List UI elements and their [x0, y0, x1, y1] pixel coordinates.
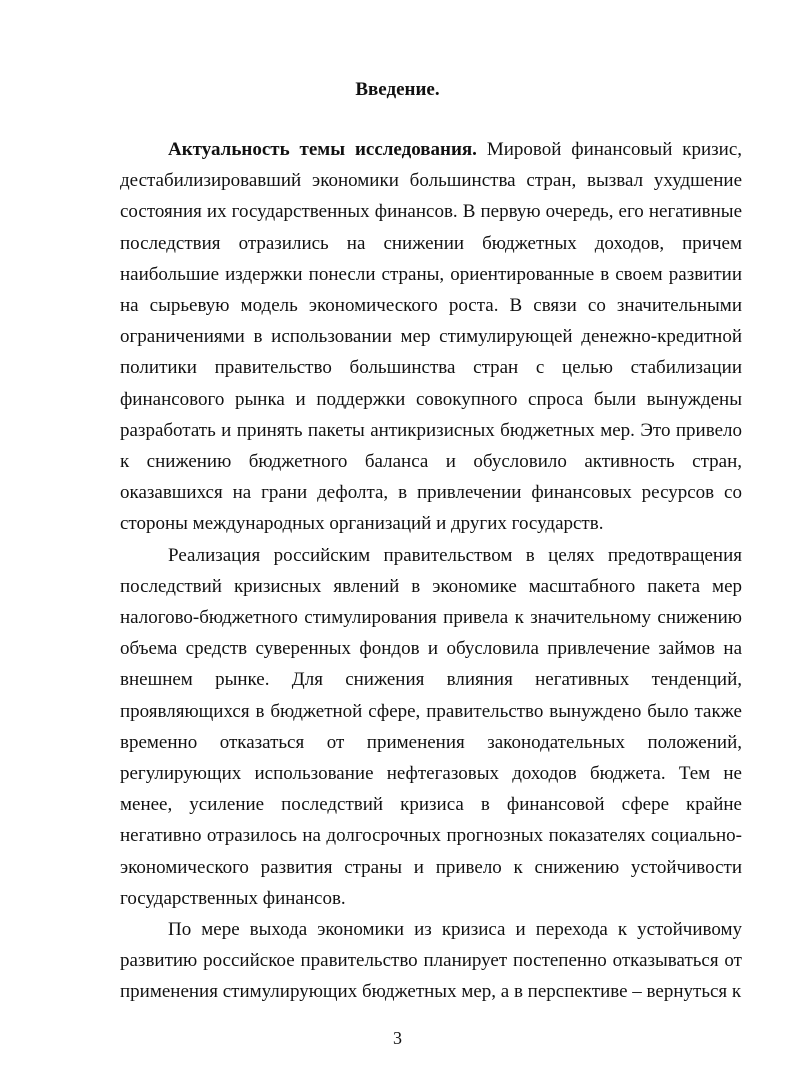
paragraph-relevance: [120, 134, 742, 540]
document-body: [120, 134, 742, 1008]
page-number: 3: [393, 1028, 402, 1048]
paragraph-text: Мировой финансовый кризис, дестабилизировавший экономики большинства стран, вызвал ухудшение состояния их государственных финансов. В первую очередь, его негативные последствия отразились на снижении бюджетных доходов, причем наибольшие издержки понесли страны, ориентированные в своем развитии на сырьевую модель экономического роста. В связи со значительными ограничениями в использовании мер стимулирующей денежно-кредитной политики правительство большинства стран с целью стабилизации финансового рынка и поддержки совокупного спроса были вынуждены разработать и принять пакеты антикризисных бюджетных мер. Это привело к снижению бюджетного баланса и обусловило активность стран, оказавшихся на грани дефолта, в привлечении финансовых ресурсов со стороны международных организаций и других государств.: [120, 139, 743, 535]
document-title: Введение.: [355, 79, 440, 100]
paragraph-recovery: По мере выхода экономики из кризиса и перехода к устойчивому развитию российское правительство планирует постепенно отказываться от применения стимулирующих бюджетных мер, а в перспективе – вернуться к: [120, 919, 742, 1003]
paragraph-lead: Актуальность темы исследования.: [168, 139, 477, 160]
paragraph-government-measures: Реализация российским правительством в целях предотвращения последствий кризисных явлений в экономике масштабного пакета мер налогово-бюджетного стимулирования привела к значительному снижению объема средств суверенных фондов и обусловила привлечение займов на внешнем рынке. Для снижения влияния негативных тенденций, проявляющихся в бюджетной сфере, правительство вынуждено было также временно отказаться от применения законодательных положений, регулирующих использование нефтегазовых доходов бюджета. Тем не менее, усиление последствий кризиса в финансовой сфере крайне негативно отразилось на долгосрочных прогнозных показателях социально-экономического развития страны и привело к снижению устойчивости государственных финансов.: [120, 544, 742, 909]
